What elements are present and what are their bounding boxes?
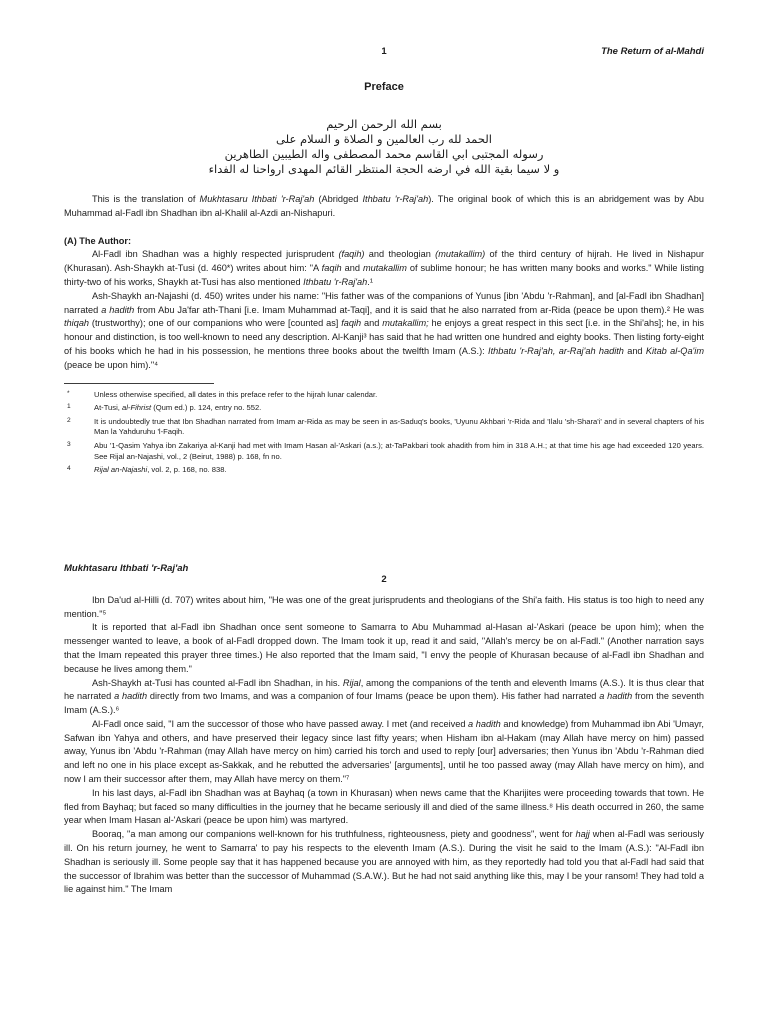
footnote-marker: 1: [67, 403, 71, 411]
footnote-text: Abu '1-Qasim Yahya ibn Zakariya al-Kanji had met with Imam Hasan al-'Askari (a.s.); at-TaPakbari took ahadith from him in 318 A.H.; at that time his age had exceeded 120 years. See Rijal an-Najashi, vol., 2 (Beirut, 1988) p. 168, fn no.: [94, 440, 704, 461]
footnote: [64, 403, 704, 414]
footnote-marker: *: [67, 389, 70, 397]
footnote-marker: 4: [67, 465, 71, 473]
paragraph: Booraq, "a man among our companions well-known for his truthfulness, righteousness, piety and goodness", went for hajj when al-Fadl was seriously ill. On his return journey, he went to Samarra' to pay his respects to the eleventh Imam (A.S.). During the visit he said to the Imam (A.S.): "Al-Fadl ibn Shadhan is seriously ill. Some people say that it has happened because you are annoyed with him, as they reportedly had told you that al-Fadl had said that the successor of Ibrahim was better than the successor of Muhammad (S.A.W.). But he had not said anything like this, may I be your ransom! They had told a lie against him." The Imam: [64, 829, 704, 895]
page2-running-header: [64, 562, 704, 585]
footnote-text: Rijal an-Najashi, vol. 2, p. 168, no. 838.: [94, 465, 227, 475]
intro-paragraph: This is the translation of Mukhtasaru Ithbati 'r-Raj'ah (Abridged Ithbatu 'r-Raj'ah). The original book of which this is an abridgement was by Abu Muhammad al-Fadl ibn Shadhan ibn al-Khalil al-Azdi an-Nishapuri.: [64, 194, 704, 218]
running-title: Mukhtasaru Ithbati 'r-Raj'ah: [64, 562, 189, 574]
footnote-separator-rule: [64, 383, 214, 384]
preface-heading: Preface: [364, 81, 404, 93]
section-heading-author: (A) The Author:: [64, 235, 132, 246]
paragraph: Ash-Shaykh at-Tusi has counted al-Fadl ibn Shadhan, in his. Rijal, among the companions of the tenth and eleventh Imams (A.S.). It is thus clear that he narrated a hadith directly from two Imams, and was a companion of four Imams (peace be upon them). His father had narrated a hadith from the seventh Imam (A.S.).⁶: [64, 677, 705, 716]
paragraph: Ibn Da'ud al-Hilli (d. 707) writes about him, "He was one of the great jurisprudents and theologians of the Shi'a faith. His status is too high to need any mention."⁵: [64, 594, 704, 619]
footnote: [64, 441, 704, 462]
paragraph: In his last days, al-Fadl ibn Shadhan was at Bayhaq (a town in Khurasan) when news came that the Kharijites were proceeding towards that town. He fled from Bayhaq; but faced so many difficulties in the journey that he became seriously ill and died of the same illness.⁸ His death occurred in 260, the same year when Imam Hasan al-'Askari (peace be upon him) was martyred.: [64, 787, 704, 826]
paragraph: Al-Fadl once said, "I am the successor of those who have passed away. I met (and received a hadith and knowledge) from Muhammad ibn Abi 'Umayr, Safwan ibn Yahya and others, and have preserved their legacy since last fifty years; when Hisham ibn al-Hakam (may Allah have mercy on him) passed away, Yunus ibn 'Abdu 'r-Rahman (may Allah have mercy on him) carried his torch and used to reply [our] adversaries; then Yunus ibn 'Abdu 'r-Rahman died and left no one in his place except as-Sakkak, and he rebutted the adversaries' [arguments], until he too passed away (may Allah have mercy on him), and now I am their successor after them, may Allah have mercy on them."⁷: [64, 718, 704, 785]
page2-number: 2: [381, 573, 387, 585]
paragraph: It is reported that al-Fadl ibn Shadhan once sent someone to Samarra to Abu Muhammad al-Hasan al-'Askari (peace be upon him); when the messenger wanted to leave, a book of al-Fadl dropped down. The Imam took it up, read it and said, "Allah's mercy be on al-Fadl." (Another narration says that the Imam repeated this prayer three times.) He also reported that the Imam said, "I envy the people of Khurasan because of al-Fadl ibn Shadhan and because he lives among them.": [64, 622, 704, 674]
footnote-marker: 2: [67, 416, 71, 424]
arabic-line: و لا سيما بقية الله في ارضه الحجة المنتظر القائم المهدى ارواحنا له الفداء: [208, 162, 560, 176]
arabic-line: الحمد لله رب العالمين و الصلاة و السلام على: [276, 132, 492, 146]
arabic-line: بسم الله الرحمن الرحيم: [326, 117, 442, 131]
footnote-text: It is undoubtedly true that Ibn Shadhan narrated from Imam ar-Rida as may be seen in as-Saduq's books, 'Uyunu Akhbari 'r-Rida and 'Ilalu 'sh-Shara'i' and in several chapters of his Man la Yahduruhu 'l-Faqih.: [94, 416, 704, 437]
footnote: [64, 417, 704, 438]
page1-number: 1: [381, 46, 387, 57]
footnote-marker: 3: [67, 440, 71, 448]
footnote: [64, 390, 704, 401]
footnote: [64, 465, 704, 476]
page1-body: [64, 193, 704, 373]
page-gap: [64, 479, 704, 563]
paragraph: Ash-Shaykh an-Najashi (d. 450) writes under his name: "His father was of the companions of Yunus [ibn 'Abdu 'r-Rahman], and [al-Fadl ibn Shadhan] narrated a hadith from Abu Ja'far ath-Thani [i.e. Imam Muhammad at-Taqi], and it is said that he also narrated from ar-Rida (peace be upon them).² He was thiqah (trustworthy); one of our companions who were [counted as] faqih and mutakallim; he enjoys a great respect in this sect [i.e. in the Shi'ahs]; he, in his honour and distinction, is too well-known to need any description. Al-Kanji³ has said that he had written one hundred and eighty books. Then listing forty-eight of his books which he had in his possession, he mentions three books about the twelfth Imam (A.S.): Ithbatu 'r-Raj'ah, ar-Raj'ah hadith and Kitab al-Qa'im (peace be upon him)."⁴: [64, 290, 704, 370]
book-title: The Return of al-Mahdi: [601, 46, 704, 57]
page2-body: [64, 594, 704, 898]
arabic-line: رسوله المجتبى ابي القاسم محمد المصطفى واله الطيبين الطاهرين: [224, 147, 544, 161]
arabic-invocation: [64, 117, 704, 177]
footnote-text: At-Tusi, al-Fihrist (Qum ed.) p. 124, entry no. 552.: [94, 403, 262, 413]
paragraph: Al-Fadl ibn Shadhan was a highly respected jurisprudent (faqih) and theologian (mutakallim) of the third century of hijrah. He lived in Nishapur (Khurasan). Ash-Shaykh at-Tusi (d. 460*) writes about him: "A faqih and mutakallim of sublime honour; he has written many books and works." While listing thirty-two of his works, Shaykh at-Tusi has also mentioned Ithbatu 'r-Raj'ah.¹: [64, 249, 704, 287]
footnotes-section: [64, 383, 704, 476]
footnote-text: Unless otherwise specified, all dates in this preface refer to the hijrah lunar calendar.: [94, 389, 378, 399]
page1-running-header: [64, 46, 704, 59]
